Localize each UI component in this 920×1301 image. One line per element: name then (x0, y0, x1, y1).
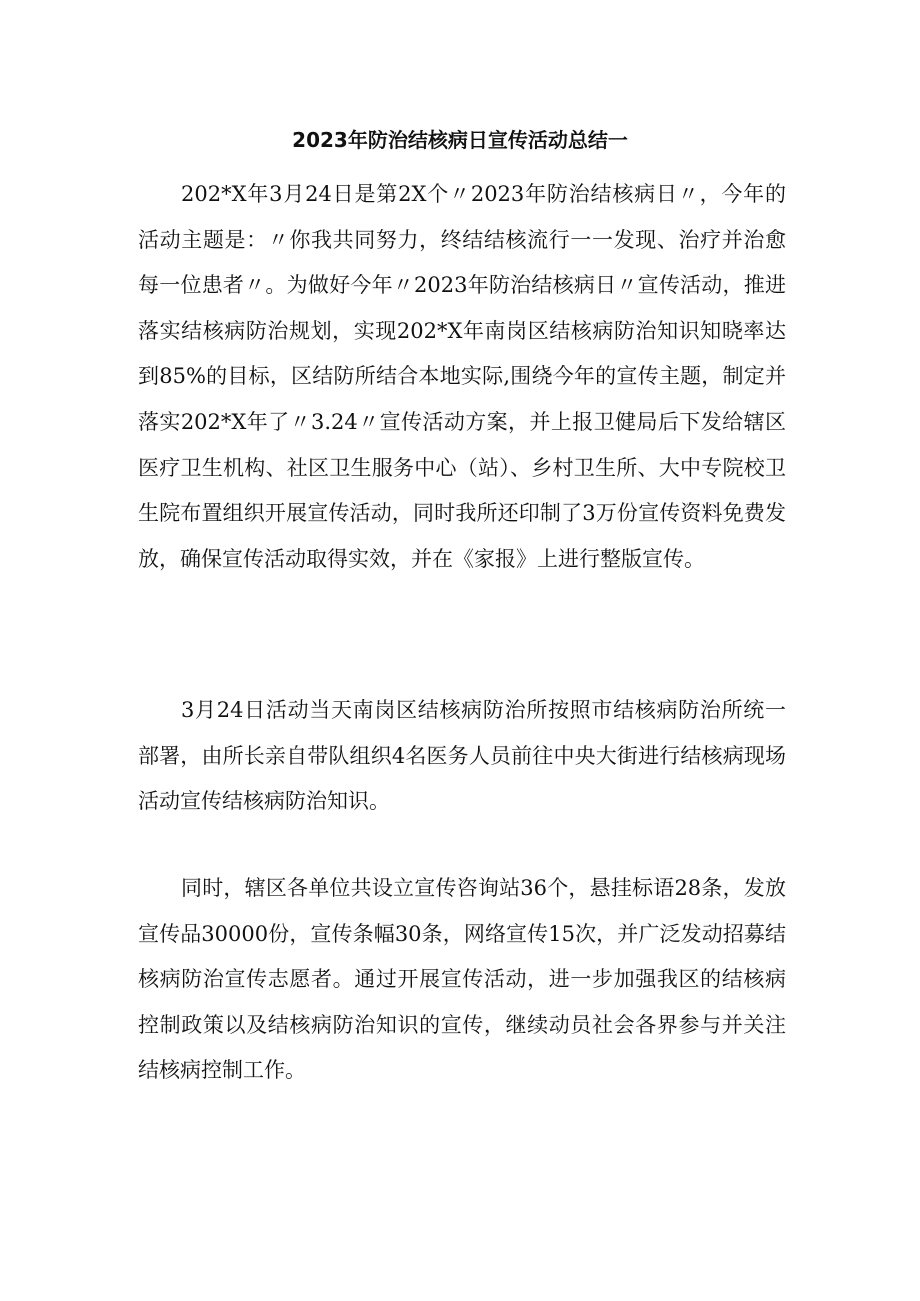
document-title: 2023年防治结核病日宣传活动总结一 (292, 128, 628, 152)
paragraph-2: 3月24日活动当天南岗区结核病防治所按照市结核病防治所统一部署，由所长亲自带队组织4名医务人员前往中央大街进行结核病现场活动宣传结核病防治知识。 (138, 698, 786, 814)
paragraph-1: 202*X年3月24日是第2X个〃2023年防治结核病日〃，今年的活动主题是：〃你我共同努力，终结结核流行一一发现、治疗并治愈每一位患者〃。为做好今年〃2023年防治结核病日〃宣传活动，推进落实结核病防治规划，实现202*X年南岗区结核病防治知识知晓率达到85%的目标，区结防所结合本地实际,围绕今年的宣传主题，制定并落实202*X年了〃3.24〃宣传活动方案，并上报卫健局后下发给辖区医疗卫生机构、社区卫生服务中心（站）、乡村卫生所、大中专院校卫生院布置组织开展宣传活动，同时我所还印制了3万份宣传资料免费发放，确保宣传活动取得实效，并在《家报》上进行整版宣传。 (138, 182, 786, 571)
paragraph-3: 同时，辖区各单位共设立宣传咨询站36个，悬挂标语28条，发放宣传品30000份，宣传条幅30条，网络宣传15次，并广泛发动招募结核病防治宣传志愿者。通过开展宣传活动，进一步加强我区的结核病控制政策以及结核病防治知识的宣传，继续动员社会各界参与并关注结核病控制工作。 (138, 876, 786, 1083)
